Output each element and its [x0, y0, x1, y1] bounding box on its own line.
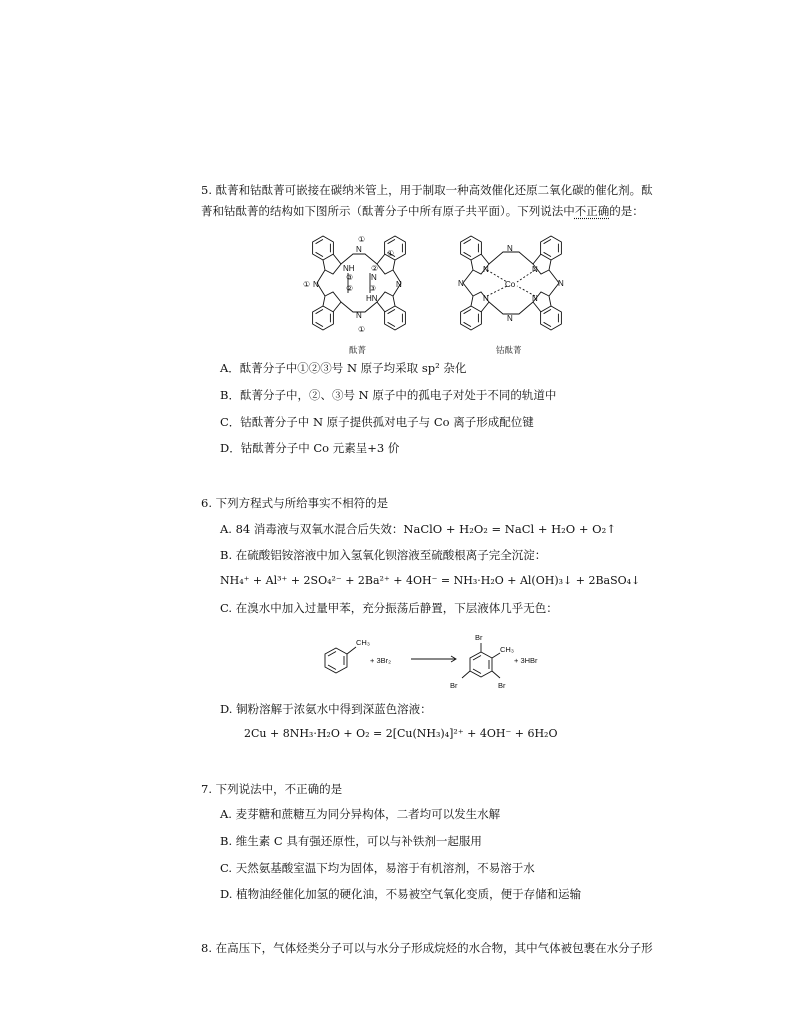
q8-stem: 8. 在高压下，气体烃类分子可以与水分子形成烷烃的水合物，其中气体被包裹在水分子形: [201, 941, 653, 955]
n-label-top: N: [356, 245, 362, 254]
phthalocyanine-caption: 酞菁: [349, 346, 367, 356]
n-label-inner-tr: N: [532, 265, 538, 274]
position-2-right: ②: [371, 264, 379, 273]
q5-stem-line2-pre: 菁和钴酞菁的结构如下图所示（酞菁分子中所有原子共平面）。下列说法中: [201, 204, 575, 218]
product-br-right: Br: [498, 681, 506, 690]
n-label-right: N: [396, 280, 402, 289]
q5-option-d: D．钴酞菁分子中 Co 元素呈+3 价: [220, 441, 400, 455]
q5-option-b: B．酞菁分子中，②、③号 N 原子中的孤电子对处于不同的轨道中: [220, 388, 557, 402]
q6-option-b: B. 在硫酸铝铵溶液中加入氢氧化钡溶液至硫酸根离子完全沉淀：: [220, 548, 547, 562]
cobalt-phthalocyanine-caption: 钴酞菁: [496, 346, 522, 356]
product-br-left: Br: [450, 681, 458, 690]
product-ch3-label: CH₃: [500, 645, 514, 654]
n-label-right: N: [558, 279, 564, 288]
q5-option-a: A．酞菁分子中①②③号 N 原子均采取 sp² 杂化: [220, 361, 467, 375]
q6-stem: 6. 下列方程式与所给事实不相符的是: [201, 496, 389, 510]
q6-option-a: A. 84 消毒液与双氧水混合后失效：NaClO + H₂O₂ = NaCl + H₂O + O₂↑: [220, 522, 616, 536]
q7-option-d: D. 植物油经催化加氢的硬化油，不易被空气氧化变质，便于存储和运输: [220, 887, 582, 901]
q7-stem: 7. 下列说法中，不正确的是: [201, 782, 343, 796]
n-label-left: N: [458, 279, 464, 288]
toluene-bromination-reaction: [318, 630, 568, 692]
n-label-inner-right: N: [371, 273, 377, 282]
byproduct-label: + 3HBr: [514, 656, 538, 665]
n-label-inner-br: N: [532, 294, 538, 303]
position-1-bottom: ①: [358, 325, 366, 334]
nh-label: NH: [343, 264, 355, 273]
q5-stem-line1: 5. 酞菁和钴酞菁可嵌接在碳纳米管上，用于制取一种高效催化还原二氧化碳的催化剂。酞: [201, 183, 653, 197]
toluene-ch3-label: CH₃: [356, 638, 370, 647]
q5-stem-emphasis: 不正确: [574, 204, 610, 218]
q6-option-d-equation: 2Cu + 8NH₃·H₂O + O₂ = 2[Cu(NH₃)₄]²⁺ + 4OH⁻ + 6H₂O: [244, 727, 558, 740]
n-label-top: N: [507, 244, 513, 253]
phthalocyanine-labels: [303, 235, 402, 334]
q7-option-a: A. 麦芽糖和蔗糖互为同分异构体，二者均可以发生水解: [220, 807, 501, 821]
n-label-left: N: [313, 280, 319, 289]
co-label: Co: [505, 280, 516, 289]
q5-stem-line2: [201, 203, 644, 219]
q5-stem-line2-post: 的是：: [609, 204, 644, 218]
position-3-left: ③: [346, 273, 354, 282]
n-label-bottom: N: [507, 314, 513, 323]
q6-option-d: D. 铜粉溶解于浓氨水中得到深蓝色溶液：: [220, 702, 432, 716]
position-2-left: ②: [346, 284, 354, 293]
q7-option-b: B. 维生素 C 具有强还原性，可以与补铁剂一起服用: [220, 834, 482, 848]
position-1-top: ①: [358, 235, 366, 244]
phthalocyanine-figure: [303, 230, 603, 345]
q7-option-c: C. 天然氨基酸室温下均为固体，易溶于有机溶剂，不易溶于水: [220, 861, 535, 875]
q6-option-c: C. 在溴水中加入过量甲苯，充分振荡后静置，下层液体几乎无色：: [220, 601, 558, 615]
position-1-top-right: ①: [387, 249, 395, 258]
n-label-bottom: N: [356, 311, 362, 320]
q6-option-b-equation: NH₄⁺ + Al³⁺ + 2SO₄²⁻ + 2Ba²⁺ + 4OH⁻ = NH₃·H₂O + Al(OH)₃↓ + 2BaSO₄↓: [220, 574, 641, 587]
reagent-label: + 3Br₂: [370, 656, 392, 665]
n-label-inner-tl: N: [483, 265, 489, 274]
q5-option-c: C．钴酞菁分子中 N 原子提供孤对电子与 Co 离子形成配位键: [220, 415, 534, 429]
hn-label: HN: [366, 294, 378, 303]
position-3-right: ③: [369, 284, 377, 293]
product-br-top: Br: [475, 633, 483, 642]
n-label-inner-bl: N: [483, 294, 489, 303]
position-1-left: ①: [303, 280, 311, 289]
